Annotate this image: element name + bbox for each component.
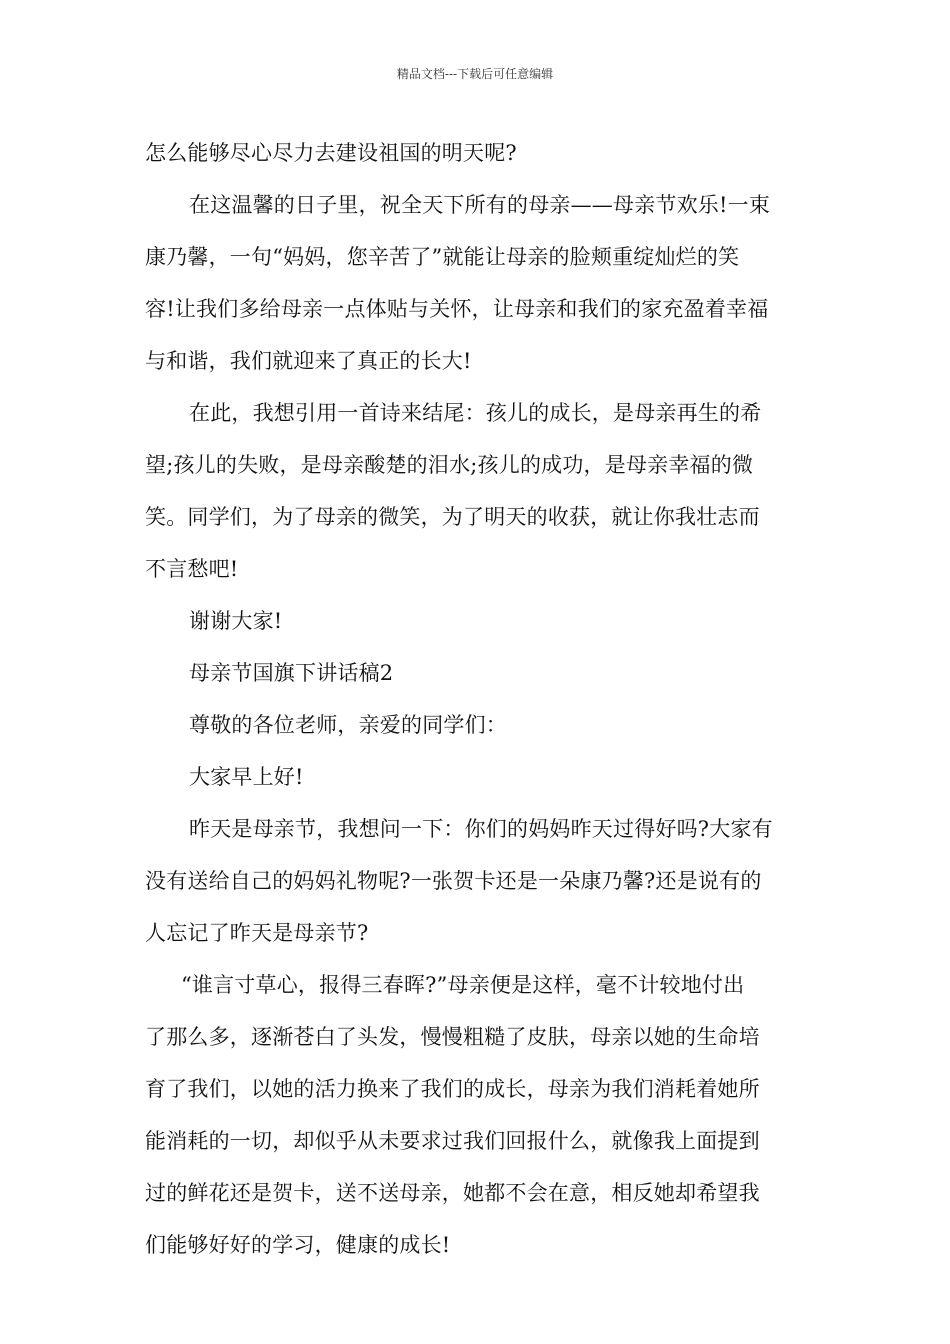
salutation: 尊敬的各位老师，亲爱的同学们： xyxy=(189,713,507,737)
text-line: 与和谐，我们就迎来了真正的长大! xyxy=(145,349,472,373)
text-line: 怎么能够尽心尽力去建设祖国的明天呢? xyxy=(145,141,517,165)
paragraph-start: 谢谢大家! xyxy=(189,609,283,633)
paragraph-start: 在这温馨的日子里，祝全天下所有的母亲——母亲节欢乐!一束 xyxy=(189,193,771,217)
paragraph-start: 在此，我想引用一首诗来结尾：孩儿的成长，是母亲再生的希 xyxy=(189,401,762,425)
text-line: 育了我们，以她的活力换来了我们的成长，母亲为我们消耗着她所 xyxy=(145,1077,760,1101)
greeting: 大家早上好! xyxy=(189,765,304,789)
text-line: 了那么多，逐渐苍白了头发，慢慢粗糙了皮肤，母亲以她的生命培 xyxy=(145,1025,760,1049)
text-line: 没有送给自己的妈妈礼物呢?一张贺卡还是一朵康乃馨?还是说有的 xyxy=(145,869,762,893)
section-title: 母亲节国旗下讲话稿2 xyxy=(189,661,394,685)
text-line: 容!让我们多给母亲一点体贴与关怀，让母亲和我们的家充盈着幸福 xyxy=(145,297,769,321)
document-body xyxy=(145,127,810,1271)
paragraph-start: “谁言寸草心，报得三春晖?”母亲便是这样，毫不计较地付出 xyxy=(181,973,745,997)
text-line: 康乃馨，一句“妈妈，您辛苦了”就能让母亲的脸颊重绽灿烂的笑 xyxy=(145,245,740,269)
text-line: 人忘记了昨天是母亲节? xyxy=(145,921,369,945)
text-line: 能消耗的一切，却似乎从未要求过我们回报什么，就像我上面提到 xyxy=(145,1129,760,1153)
text-line: 不言愁吧! xyxy=(145,557,239,581)
paragraph-start: 昨天是母亲节，我想问一下：你们的妈妈昨天过得好吗?大家有 xyxy=(189,817,773,841)
text-line: 望;孩儿的失败，是母亲酸楚的泪水;孩儿的成功，是母亲幸福的微 xyxy=(145,453,754,477)
text-line: 们能够好好的学习，健康的成长! xyxy=(145,1233,451,1257)
text-line: 笑。同学们，为了母亲的微笑，为了明天的收获，就让你我壮志而 xyxy=(145,505,760,529)
text-line: 过的鲜花还是贺卡，送不送母亲，她都不会在意，相反她却希望我 xyxy=(145,1181,760,1205)
page-header: 精品文档---下载后可任意编辑 xyxy=(396,67,554,81)
